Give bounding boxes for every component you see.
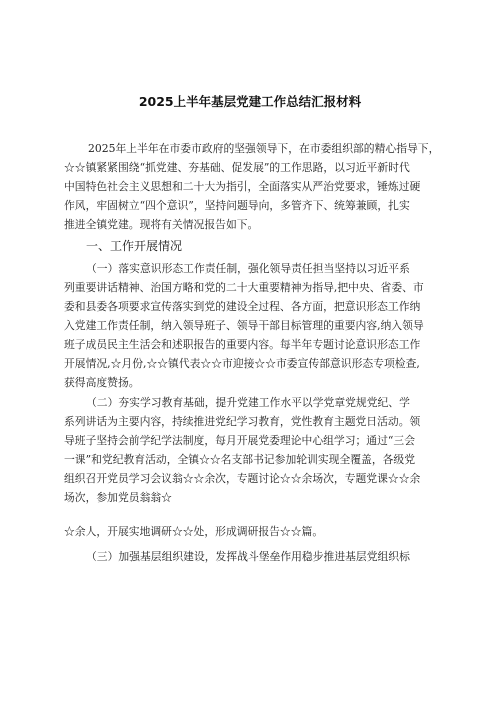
- paragraph-line: 委和县委各项要求宣传落实到党的建设全过程、各方面，把意识形态工作纳: [64, 300, 421, 313]
- document-title: 2025上半年基层党建工作总结汇报材料: [138, 94, 362, 109]
- paragraph-line: ☆余人，开展实地调研☆☆处，形成调研报告☆☆篇。: [64, 525, 324, 538]
- paragraph-line: （二）夯实学习教育基础，提升党建工作水平以学党章党规党纪、学: [86, 396, 410, 409]
- intro-line: 作风，牢固树立“四个意识”，坚持问题导向，多管齐下、统筹兼顾，扎实: [64, 199, 410, 212]
- paragraph-line: 场次，参加党员翁翁☆: [64, 491, 172, 504]
- paragraph-line: 入党建工作责任制，纳入领导班子、领导干部目标管理的重要内容,纳入领导: [64, 319, 424, 332]
- paragraph-line: 导班子坚持会前学纪学法制度，每月开展党委理论中心组学习；通过“三会: [64, 434, 416, 447]
- paragraph-line: 班子成员民主生活会和述职报告的重要内容。每半年专题讨论意识形态工作: [64, 338, 421, 351]
- paragraph-line: （三）加强基层组织建设，发挥战斗堡垒作用稳步推进基层党组织标: [86, 550, 410, 563]
- intro-line: 推进全镇党建。现将有关情况报告如下。: [64, 218, 259, 231]
- paragraph-line: 获得高度赞扬。: [64, 376, 140, 389]
- paragraph-line: 列重要讲话精神、治国方略和党的二十大重要精神为指导,把中央、省委、市: [64, 281, 424, 294]
- paragraph-line: 开展情况,☆月份,☆☆镇代表☆☆市迎接☆☆市委宣传部意识形态专项检查,: [64, 357, 420, 370]
- paragraph-line: （一）落实意识形态工作责任制，强化领导责任担当坚持以习近平系: [86, 262, 410, 275]
- section-heading: 一、工作开展情况: [86, 239, 183, 253]
- paragraph-line: 一课”和党纪教育活动，全镇☆☆名支部书记参加轮训实现全覆盖，各级党: [64, 453, 416, 466]
- intro-line: ☆☆镇紧紧围绕“抓党建、夯基础、促发展”的工作思路，以习近平新时代: [64, 161, 410, 174]
- paragraph-line: 系列讲话为主要内容，持续推进党纪学习教育，党性教育主题党日活动。领: [64, 415, 421, 428]
- intro-line: 2025年上半年在市委市政府的坚强领导下，在市委组织部的精心指导下，: [88, 142, 440, 155]
- intro-line: 中国特色社会主义思想和二十大为指引，全面落实从严治党要求，锤炼过硬: [64, 180, 421, 193]
- paragraph-line: 组织召开党员学习会议翁☆☆余次，专题讨论☆☆余场次，专题党课☆☆余: [64, 472, 421, 485]
